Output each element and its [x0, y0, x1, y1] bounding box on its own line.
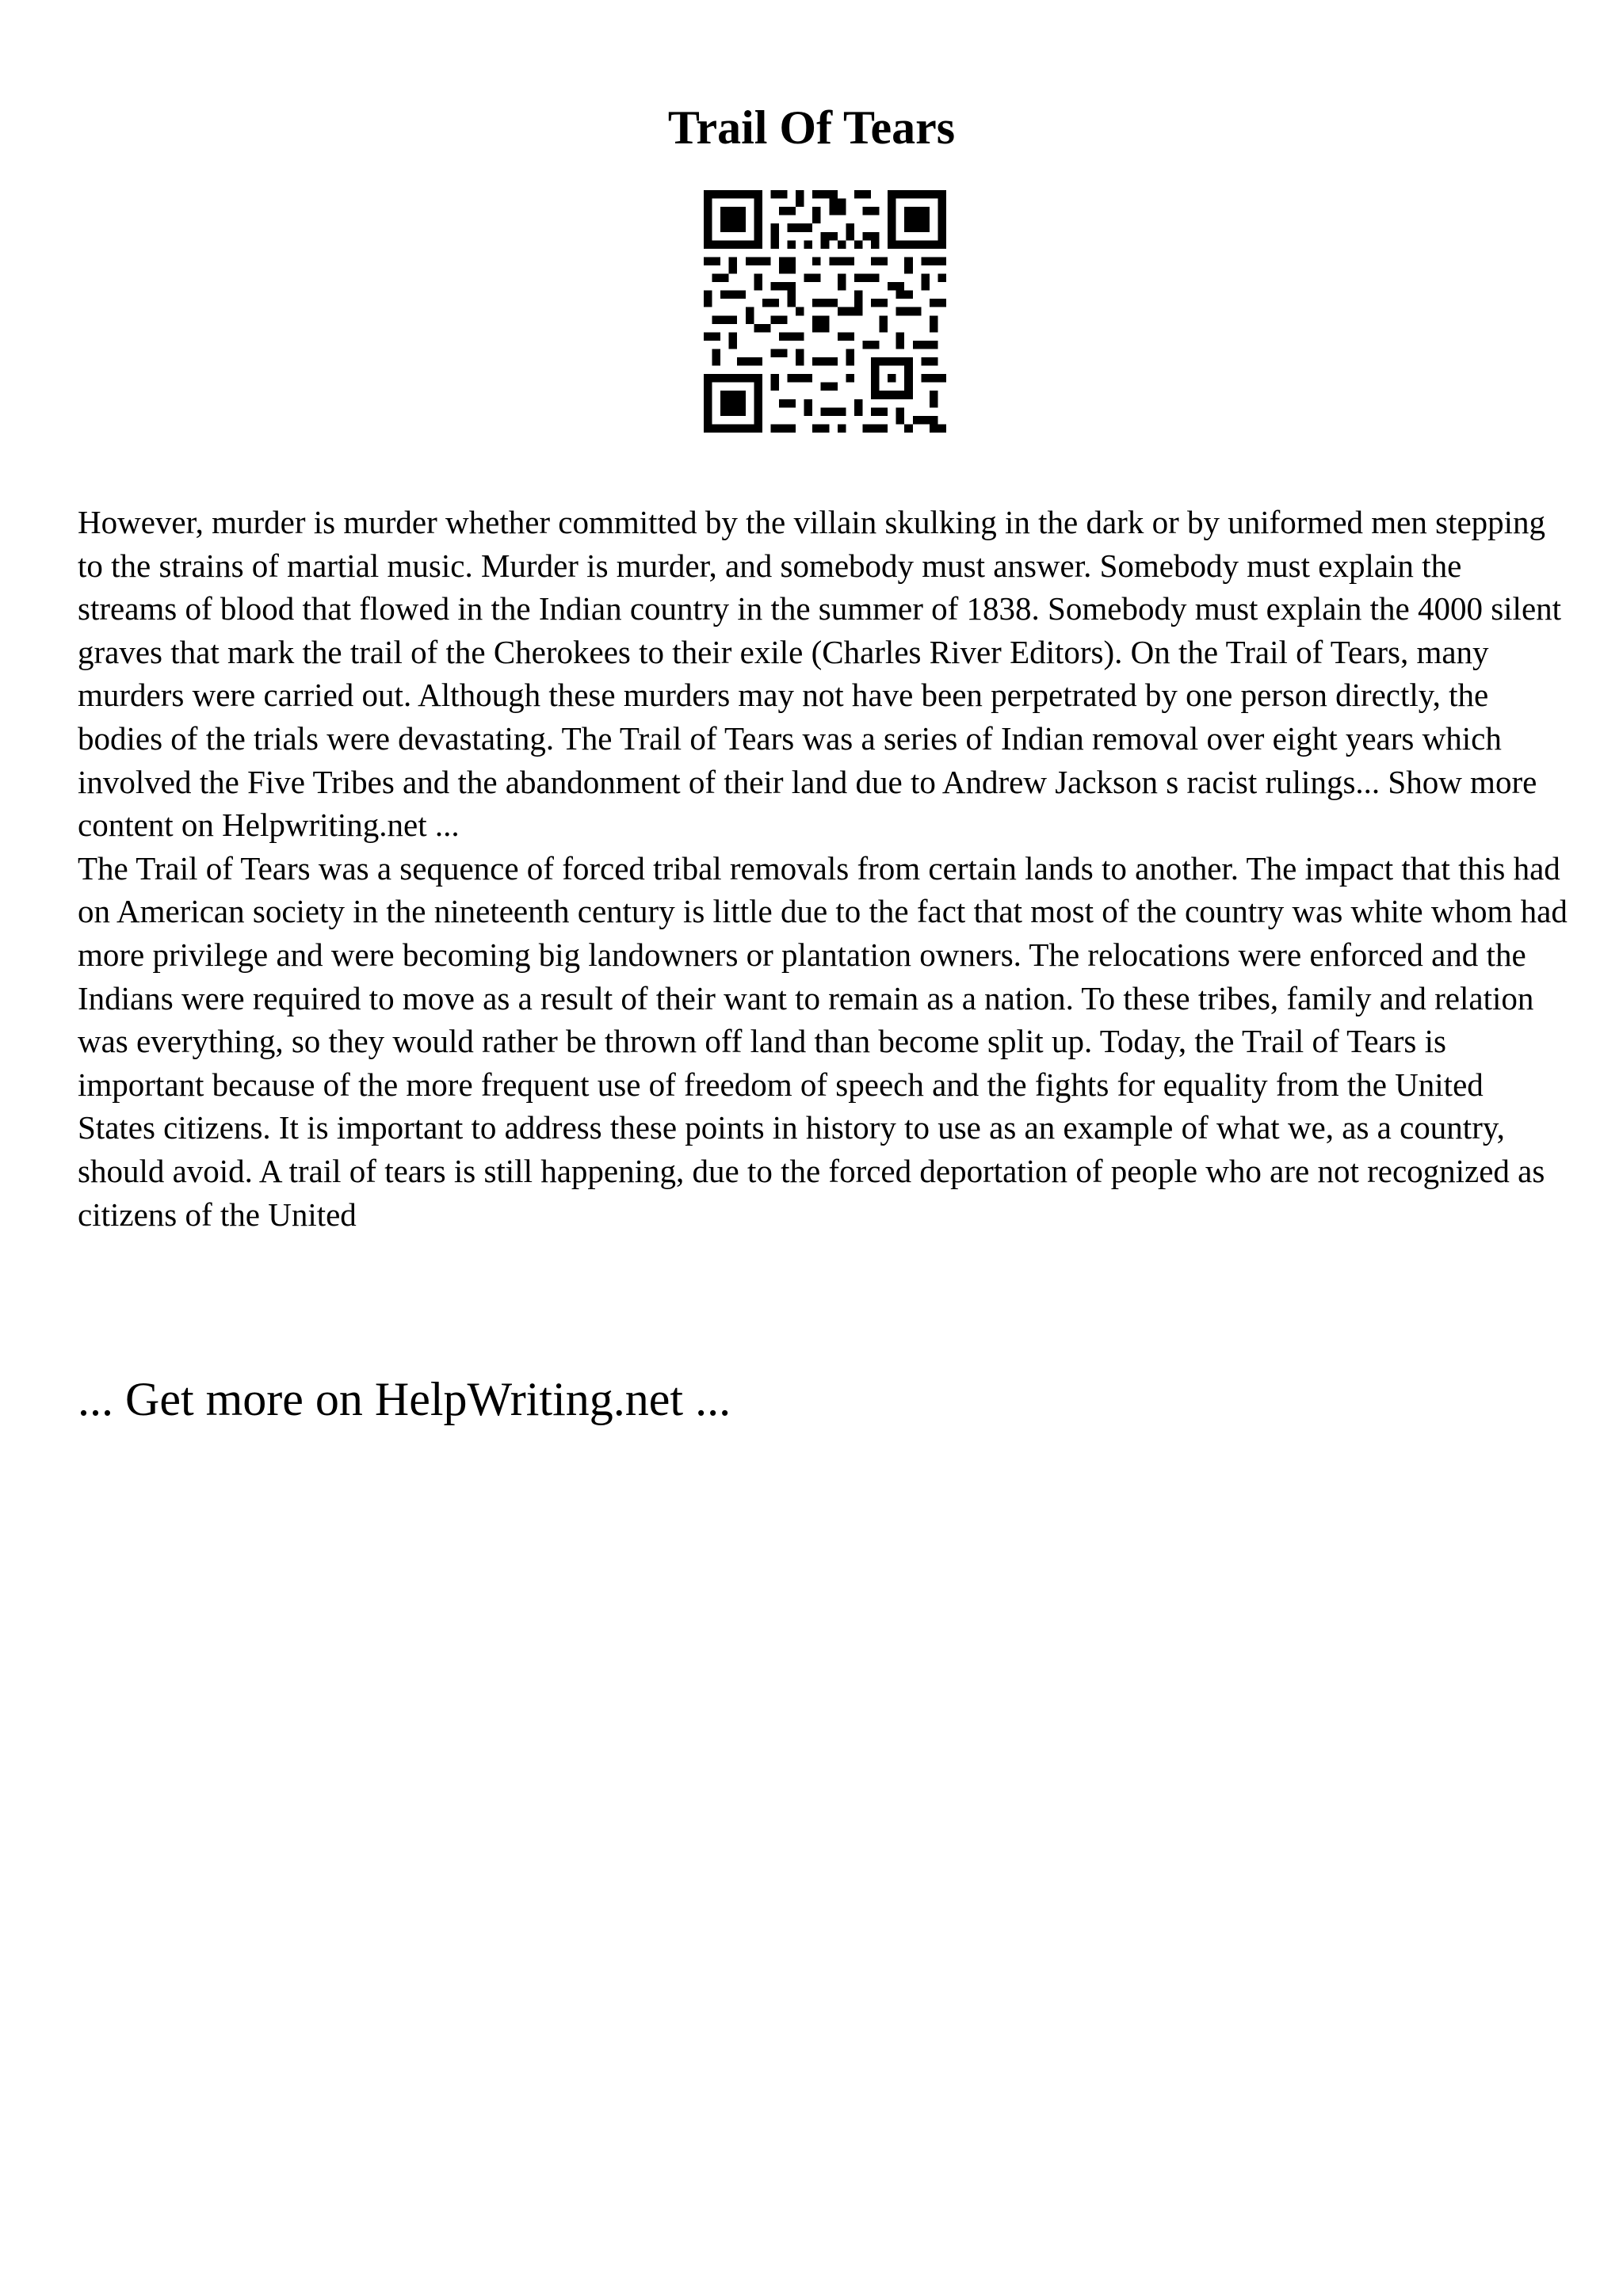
qr-code-icon — [704, 190, 946, 433]
get-more-link-text: ... Get more on HelpWriting.net ... — [78, 1373, 731, 1425]
paragraph: The Trail of Tears was a sequence of forced tribal removals from certain lands to another. The impact that this had on American society in the nineteenth century is little due to the fact that most of the country was white whom had more privilege and were becoming big landowners or plantation owners. The relocations were enforced and the Indians were required to move as a result of their want to remain as a nation. To these tribes, family and relation was everything, so they would rather be thrown off land than become split up. Today, the Trail of Tears is important because of the more frequent use of freedom of speech and the fights for equality from the United States citizens. It is important to address these points in history to use as an example of what we, as a country, should avoid. A trail of tears is still happening, due to the forced deportation of people who are not recognized as citizens of the United — [78, 849, 1568, 1233]
paragraph: However, murder is murder whether committed by the villain skulking in the dark or by uniformed men stepping to the strains of martial music. Murder is murder, and somebody must answer. Somebody must explain the streams of blood that flowed in the Indian country in the summer of 1838. Somebody must explain the 4000 silent graves that mark the trail of the Cherokees to their exile (Charles River Editors). On the Trail of Tears, many murders were carried out. Although these murders may not have been perpetrated by one person directly, the bodies of the trials were devastating. The Trail of Tears was a series of Indian removal over eight years which involved the Five Tribes and the abandonment of their land due to Andrew Jackson s racist rulings... Show more content on Helpwriting.net ... — [78, 504, 1562, 844]
document-title: Trail Of Tears — [667, 101, 956, 154]
body-text — [78, 501, 1568, 1236]
